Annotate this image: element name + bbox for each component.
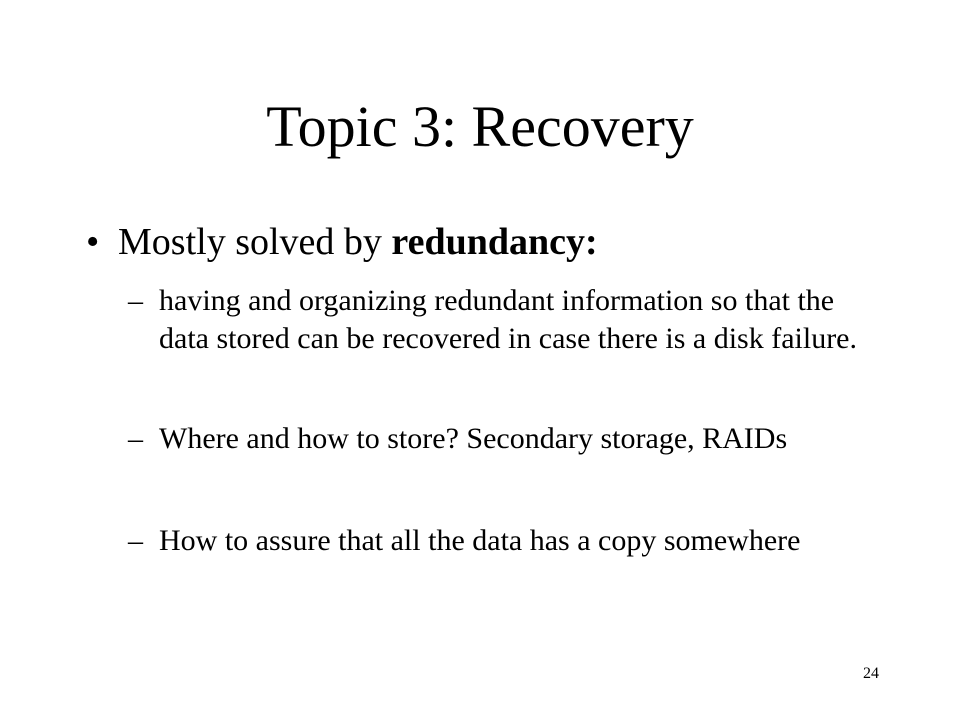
subitem-2: [128, 420, 888, 458]
subitem-text: having and organizing redundant information so that the data stored can be recovered in case there is a disk failure.: [159, 284, 857, 355]
main-bullet: [86, 217, 598, 267]
subitem-3: [128, 522, 888, 560]
subitem-dash: –: [128, 422, 143, 455]
page-number: 24: [863, 665, 879, 682]
subitem-dash: –: [128, 524, 143, 557]
subitem-1: [128, 282, 888, 358]
slide-title: Topic 3: Recovery: [266, 94, 694, 159]
subitem-text: How to assure that all the data has a copy somewhere: [159, 524, 801, 557]
bullet-text-bold: redundancy:: [391, 221, 598, 263]
bullet-marker: •: [86, 221, 100, 263]
bullet-text-prefix: Mostly solved by: [118, 221, 392, 263]
subitem-text: Where and how to store? Secondary storage, RAIDs: [159, 422, 788, 455]
subitem-dash: –: [128, 284, 143, 317]
